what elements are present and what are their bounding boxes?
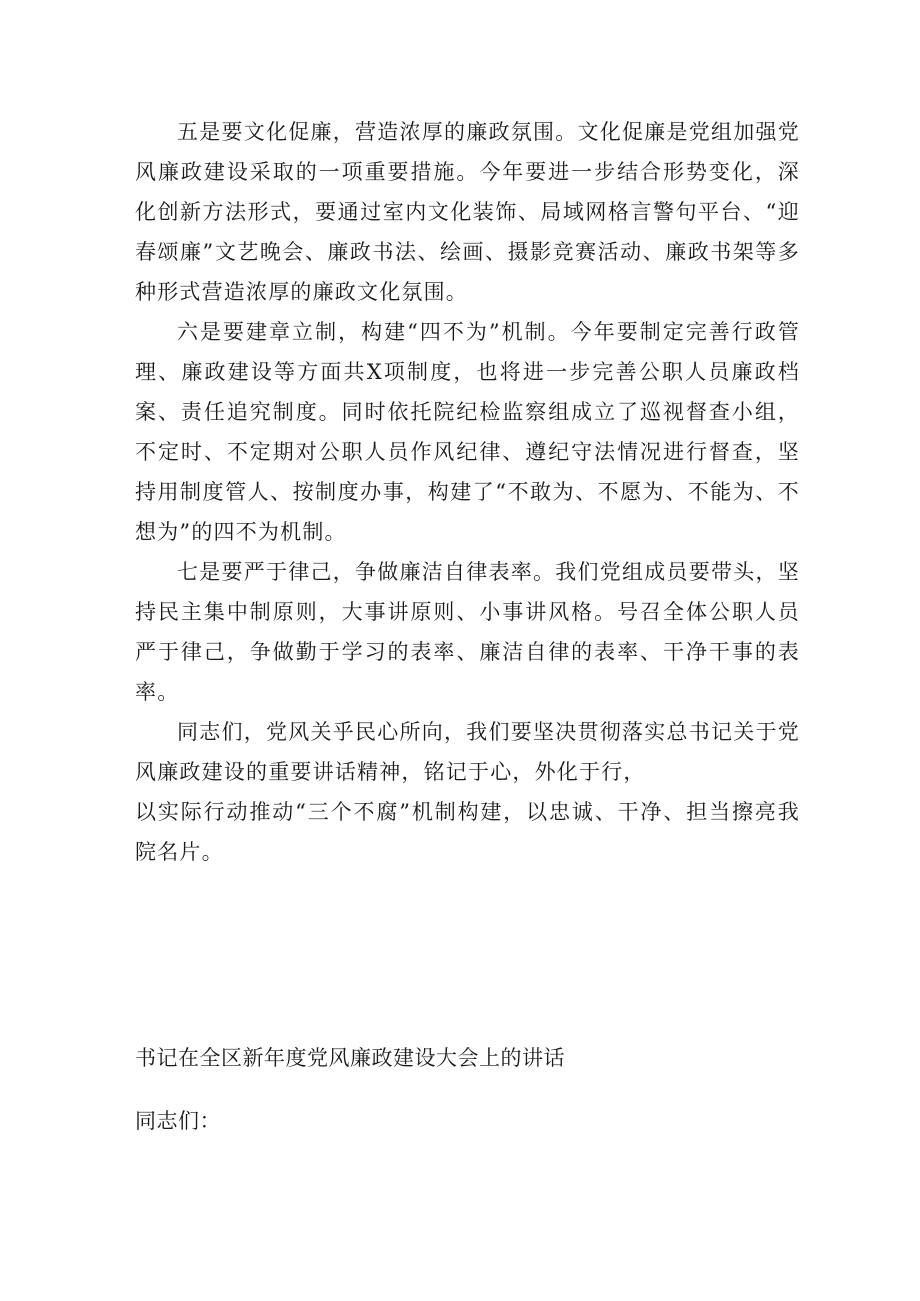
paragraph-regulations: 六是要建章立制，构建“四不为”机制。今年要制定完善行政管理、廉政建设等方面共X项制度，也将进一步完善公职人员廉政档案、责任追究制度。同时依托院纪检监察组成立了巡视督查小组，不定时、不定期对公职人员作风纪律、遵纪守法情况进行督查，坚持用制度管人、按制度办事，构建了“不敢为、不愿为、不能为、不想为”的四不为机制。 bbox=[135, 320, 800, 544]
conclusion-head: 同志们，党风关乎民心所向，我们要坚决贯彻落实总书记关于党风廉政建设的重要讲话精神，铭记于心，外化于行， bbox=[135, 720, 800, 784]
speech-title: 书记在全区新年度党风廉政建设大会上的讲话 bbox=[135, 1046, 565, 1070]
paragraph-self-discipline: 七是要严于律己，争做廉洁自律表率。我们党组成员要带头，坚持民主集中制原则，大事讲原则、小事讲风格。号召全体公职人员严于律己，争做勤于学习的表率、廉洁自律的表率、干净干事的表率。 bbox=[135, 560, 800, 704]
body-text bbox=[135, 112, 800, 872]
paragraph-culture: 五是要文化促廉，营造浓厚的廉政氛围。文化促廉是党组加强党风廉政建设采取的一项重要措施。今年要进一步结合形势变化，深化创新方法形式，要通过室内文化装饰、局域网格言警句平台、“迎春颂廉”文艺晚会、廉政书法、绘画、摄影竞赛活动、廉政书架等多种形式营造浓厚的廉政文化氛围。 bbox=[135, 120, 800, 304]
paragraph-conclusion bbox=[135, 712, 800, 872]
conclusion-tail: 以实际行动推动“三个不腐”机制构建，以忠诚、干净、担当擦亮我院名片。 bbox=[135, 800, 800, 864]
salutation: 同志们： bbox=[135, 1109, 221, 1133]
